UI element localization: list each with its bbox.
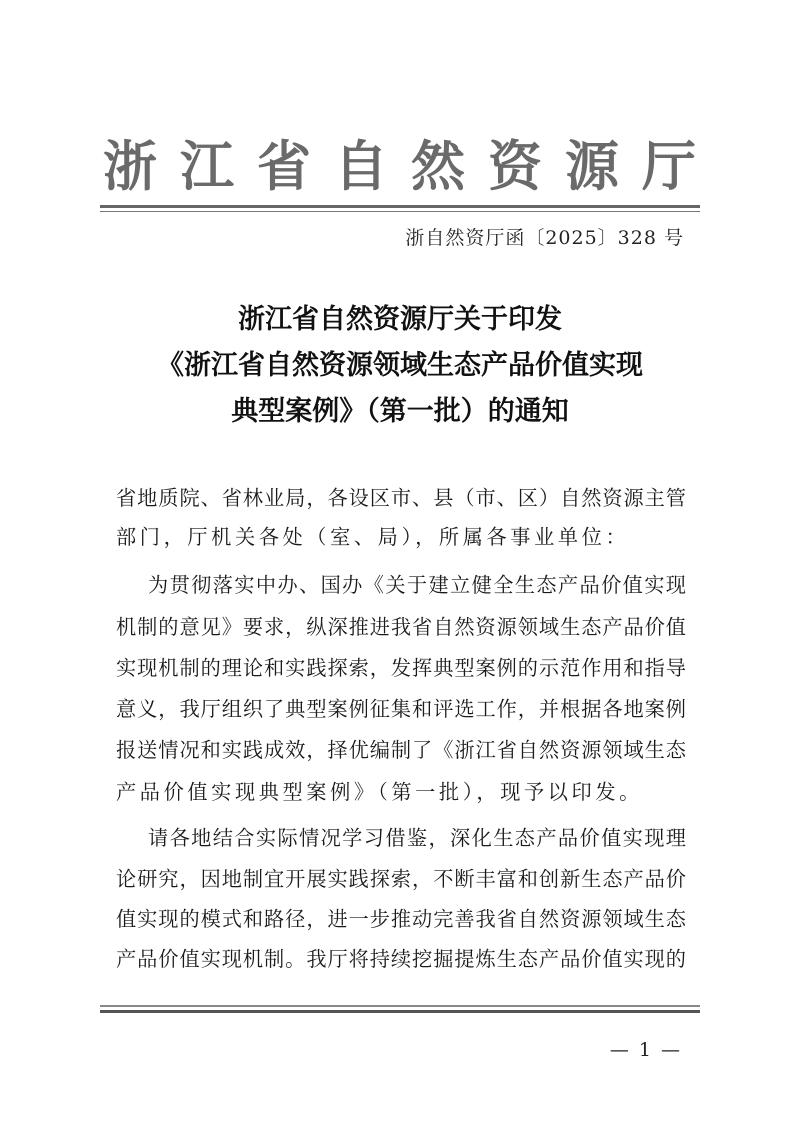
paragraph-2-line-3: 值实现的模式和路径，进一步推动完善我省自然资源领域生态: [116, 907, 686, 931]
footer-rule-thin: [100, 1005, 700, 1007]
masthead-char: 然: [411, 134, 465, 198]
masthead-char: 源: [565, 134, 619, 198]
addressee-line-1: 省地质院、省林业局，各设区市、县（市、区）自然资源主管: [116, 486, 686, 510]
document-number: 浙自然资厅函〔2025〕328 号: [405, 227, 684, 249]
footer-rule-thick: [100, 1010, 700, 1013]
paragraph-2-line-2: 论研究，因地制宜开展实践探索，不断丰富和创新生态产品价: [116, 867, 686, 891]
masthead-char: 自: [334, 134, 388, 198]
notice-title-line-3: 典型案例》（第一批）的通知: [231, 396, 569, 427]
notice-title-line-1: 浙江省自然资源厅关于印发: [238, 304, 562, 335]
paragraph-2-line-4: 产品价值实现机制。我厅将持续挖掘提炼生态产品价值实现的: [116, 947, 686, 971]
agency-masthead: [100, 133, 700, 199]
masthead-rule-thin: [100, 211, 700, 212]
masthead-char: 浙: [103, 134, 157, 198]
masthead-rule-thick: [100, 205, 700, 208]
masthead-char: 江: [180, 134, 234, 198]
paragraph-1-line-4: 意义，我厅组织了典型案例征集和评选工作，并根据各地案例: [116, 697, 686, 721]
masthead-char: 省: [257, 134, 311, 198]
masthead-char: 厅: [642, 134, 696, 198]
paragraph-1-line-3: 实现机制的理论和实践探索，发挥典型案例的示范作用和指导: [116, 656, 686, 680]
paragraph-1-line-1: 为贯彻落实中办、国办《关于建立健全生态产品价值实现: [148, 573, 686, 597]
page-number: — 1 —: [609, 1039, 682, 1061]
paragraph-2-line-1: 请各地结合实际情况学习借鉴，深化生态产品价值实现理: [148, 826, 686, 850]
paragraph-1-line-2: 机制的意见》要求，纵深推进我省自然资源领域生态产品价值: [116, 615, 686, 639]
paragraph-1-line-5: 报送情况和实践成效，择优编制了《浙江省自然资源领域生态: [116, 738, 686, 762]
masthead-char: 资: [488, 134, 542, 198]
notice-title-line-2: 《浙江省自然资源领域生态产品价值实现: [157, 350, 643, 381]
addressee-line-2: 部门，厅机关各处（室、局），所属各事业单位：: [116, 525, 630, 549]
paragraph-1-line-6: 产品价值实现典型案例》（第一批），现予以印发。: [116, 780, 643, 804]
